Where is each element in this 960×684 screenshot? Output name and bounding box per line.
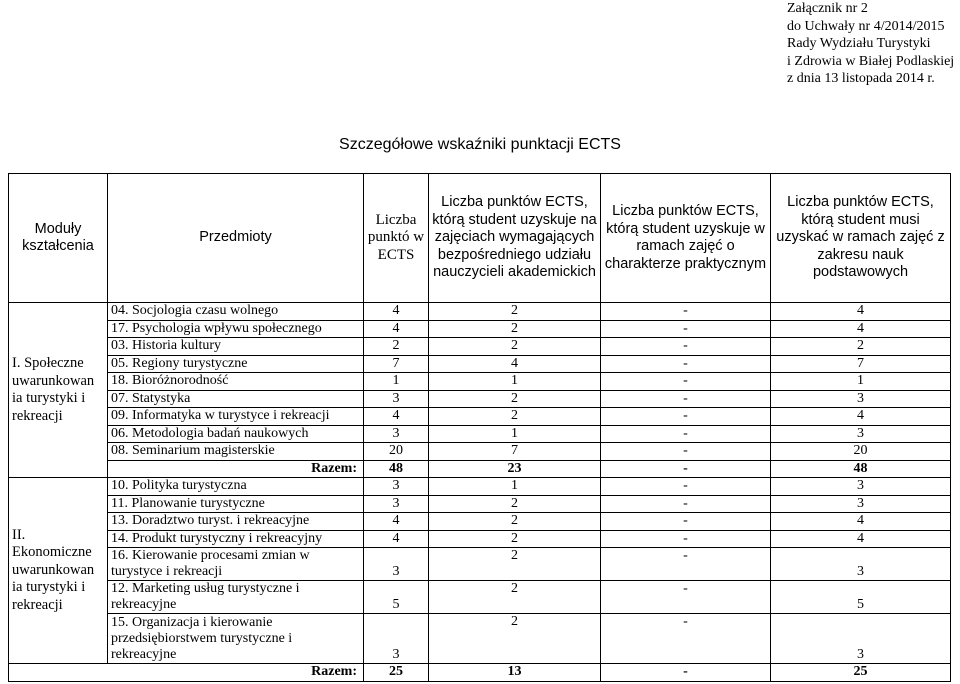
contact-cell: 2 (429, 614, 601, 664)
basic-cell: 4 (771, 320, 951, 338)
total-label: Razem: (9, 664, 364, 682)
practical-cell: - (601, 320, 771, 338)
basic-cell: 1 (771, 373, 951, 391)
ects-cell: 3 (364, 614, 429, 664)
module-name: I. Społeczne uwarunkowan ia turystyki i rekreacji (9, 303, 108, 478)
subject-cell: 09. Informatyka w turystyce i rekreacji (108, 408, 364, 426)
ects-cell: 7 (364, 355, 429, 373)
practical-cell: - (601, 425, 771, 443)
basic-cell: 2 (771, 338, 951, 356)
practical-cell: - (601, 530, 771, 548)
total-label: Razem: (108, 460, 364, 478)
attachment-note (787, 0, 954, 88)
practical-cell: - (601, 408, 771, 426)
practical-cell: - (601, 548, 771, 581)
total-row (9, 664, 951, 682)
header-basic: Liczba punktów ECTS, którą student musi uzyskać w ramach zajęć z zakresu nauk podstawowych (771, 174, 951, 303)
ects-cell: 4 (364, 513, 429, 531)
table-row (9, 614, 951, 664)
table-row (9, 513, 951, 531)
ects-table (8, 173, 951, 682)
total-basic: 48 (771, 460, 951, 478)
total-contact: 13 (429, 664, 601, 682)
subject-cell: 06. Metodologia badań naukowych (108, 425, 364, 443)
module-name: II. Ekonomiczne uwarunkowan ia turystyki i rekreacji (9, 478, 108, 664)
ects-cell: 5 (364, 581, 429, 614)
ects-cell: 4 (364, 408, 429, 426)
table-row (9, 548, 951, 581)
total-row (9, 460, 951, 478)
basic-cell: 3 (771, 478, 951, 496)
subject-cell: 03. Historia kultury (108, 338, 364, 356)
table-row (9, 390, 951, 408)
ects-cell: 2 (364, 338, 429, 356)
basic-cell: 3 (771, 390, 951, 408)
ects-cell: 3 (364, 425, 429, 443)
table-row (9, 338, 951, 356)
table-row (9, 320, 951, 338)
basic-cell: 5 (771, 581, 951, 614)
contact-cell: 2 (429, 495, 601, 513)
basic-cell: 7 (771, 355, 951, 373)
ects-cell: 3 (364, 495, 429, 513)
contact-cell: 2 (429, 303, 601, 321)
ects-cell: 4 (364, 303, 429, 321)
total-ects: 48 (364, 460, 429, 478)
basic-cell: 4 (771, 530, 951, 548)
subject-cell: 12. Marketing usług turystyczne i rekreacyjne (108, 581, 364, 614)
contact-cell: 2 (429, 408, 601, 426)
practical-cell: - (601, 478, 771, 496)
subject-cell: 13. Doradztwo turyst. i rekreacyjne (108, 513, 364, 531)
contact-cell: 1 (429, 425, 601, 443)
total-contact: 23 (429, 460, 601, 478)
ects-cell: 3 (364, 390, 429, 408)
practical-cell: - (601, 443, 771, 461)
note-line: Rady Wydziału Turystyki (787, 36, 931, 51)
basic-cell: 3 (771, 425, 951, 443)
contact-cell: 2 (429, 530, 601, 548)
table-row (9, 581, 951, 614)
subject-cell: 15. Organizacja i kierowanie przedsiębiorstwem turystyczne i rekreacyjne (108, 614, 364, 664)
contact-cell: 7 (429, 443, 601, 461)
subject-cell: 04. Socjologia czasu wolnego (108, 303, 364, 321)
basic-cell: 3 (771, 548, 951, 581)
contact-cell: 1 (429, 478, 601, 496)
subject-cell: 11. Planowanie turystyczne (108, 495, 364, 513)
practical-cell: - (601, 495, 771, 513)
table-row (9, 443, 951, 461)
subject-cell: 05. Regiony turystyczne (108, 355, 364, 373)
basic-cell: 20 (771, 443, 951, 461)
ects-cell: 3 (364, 478, 429, 496)
contact-cell: 2 (429, 390, 601, 408)
practical-cell: - (601, 303, 771, 321)
basic-cell: 4 (771, 408, 951, 426)
basic-cell: 3 (771, 495, 951, 513)
subject-cell: 10. Polityka turystyczna (108, 478, 364, 496)
subject-cell: 07. Statystyka (108, 390, 364, 408)
ects-cell: 4 (364, 530, 429, 548)
total-basic: 25 (771, 664, 951, 682)
header-row (9, 174, 951, 303)
header-practical: Liczba punktów ECTS, którą student uzyskuje w ramach zajęć o charakterze praktycznym (601, 174, 771, 303)
contact-cell: 1 (429, 373, 601, 391)
subject-cell: 16. Kierowanie procesami zmian w turystyce i rekreacji (108, 548, 364, 581)
note-line: i Zdrowia w Białej Podlaskiej (787, 53, 955, 69)
practical-cell: - (601, 614, 771, 664)
subject-cell: 14. Produkt turystyczny i rekreacyjny (108, 530, 364, 548)
header-modules: Moduły kształcenia (9, 174, 108, 303)
ects-cell: 20 (364, 443, 429, 461)
practical-cell: - (601, 581, 771, 614)
table-row (9, 408, 951, 426)
note-line: do Uchwały nr 4/2014/2015 (787, 18, 945, 34)
note-line: Załącznik nr 2 (787, 1, 868, 16)
basic-cell: 4 (771, 303, 951, 321)
basic-cell: 3 (771, 614, 951, 664)
subject-cell: 17. Psychologia wpływu społecznego (108, 320, 364, 338)
page-title: Szczegółowe wskaźniki punktacji ECTS (339, 136, 621, 153)
practical-cell: - (601, 390, 771, 408)
table-row (9, 355, 951, 373)
table-row (9, 478, 951, 496)
practical-cell: - (601, 338, 771, 356)
contact-cell: 2 (429, 548, 601, 581)
table-row (9, 425, 951, 443)
total-ects: 25 (364, 664, 429, 682)
contact-cell: 2 (429, 320, 601, 338)
total-practical: - (601, 664, 771, 682)
note-line: z dnia 13 listopada 2014 r. (787, 71, 935, 86)
table-row (9, 495, 951, 513)
contact-cell: 2 (429, 581, 601, 614)
practical-cell: - (601, 355, 771, 373)
table-row (9, 303, 951, 321)
contact-cell: 2 (429, 513, 601, 531)
ects-cell: 3 (364, 548, 429, 581)
table-row (9, 373, 951, 391)
practical-cell: - (601, 513, 771, 531)
basic-cell: 4 (771, 513, 951, 531)
ects-cell: 4 (364, 320, 429, 338)
contact-cell: 4 (429, 355, 601, 373)
table-row (9, 530, 951, 548)
header-contact: Liczba punktów ECTS, którą student uzyskuje na zajęciach wymagających bezpośredniego udziału nauczycieli akademickich (429, 174, 601, 303)
total-practical: - (601, 460, 771, 478)
subject-cell: 08. Seminarium magisterskie (108, 443, 364, 461)
header-subjects: Przedmioty (108, 174, 364, 303)
subject-cell: 18. Bioróżnorodność (108, 373, 364, 391)
practical-cell: - (601, 373, 771, 391)
contact-cell: 2 (429, 338, 601, 356)
ects-cell: 1 (364, 373, 429, 391)
header-ects: Liczba punktó w ECTS (364, 174, 429, 303)
